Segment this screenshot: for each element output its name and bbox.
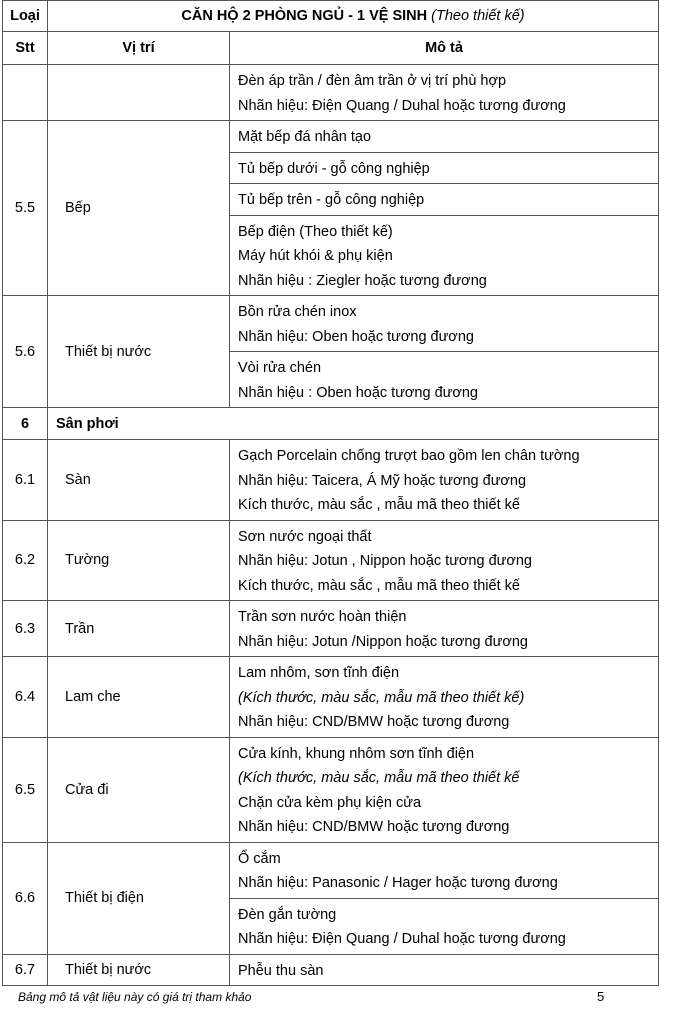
- description-line: Nhãn hiệu : Ziegler hoặc tương đương: [238, 272, 487, 289]
- description-line: Tủ bếp trên - gỗ công nghiệp: [238, 192, 425, 208]
- description-line: Cửa kính, khung nhôm sơn tĩnh điện: [238, 745, 475, 762]
- table-title-text: CĂN HỘ 2 PHÒNG NGỦ - 1 VỆ SINH: [181, 8, 428, 24]
- item-location: Thiết bị nước: [48, 954, 230, 986]
- page-number: 5: [597, 989, 605, 1004]
- description-line: Đèn gắn tường: [238, 906, 337, 923]
- item-description: [230, 601, 659, 657]
- description-header: Mô tả: [230, 32, 659, 65]
- table-row: [3, 520, 659, 601]
- table-title-row: [3, 1, 659, 32]
- item-description: [230, 121, 659, 153]
- item-location: Tường: [48, 520, 230, 601]
- description-line: Phễu thu sàn: [238, 962, 324, 979]
- item-location: Sàn: [48, 440, 230, 521]
- item-description: [230, 657, 659, 738]
- table-row: [3, 296, 659, 352]
- item-number: 6.4: [3, 657, 48, 738]
- item-location: [48, 65, 230, 121]
- item-location: Trần: [48, 601, 230, 657]
- item-number: 5.6: [3, 296, 48, 408]
- description-line: Nhãn hiệu: Panasonic / Hager hoặc tương đương: [238, 875, 558, 891]
- item-description: [230, 737, 659, 842]
- item-number: 6.7: [3, 954, 48, 986]
- description-line: (Kích thước, màu sắc, mẫu mã theo thiết kế: [238, 770, 520, 786]
- description-line: (Kích thước, màu sắc, mẫu mã theo thiết kế): [238, 689, 525, 706]
- description-line: Nhãn hiệu : Oben hoặc tương đương: [238, 384, 478, 401]
- description-line: Nhãn hiệu: CND/BMW hoặc tương đương: [238, 714, 510, 730]
- footer-note: Bảng mô tả vật liệu này có giá trị tham khảo: [18, 990, 252, 1004]
- item-description: [230, 352, 659, 408]
- section-number: 6: [3, 408, 48, 440]
- table-row: [3, 65, 659, 121]
- description-line: Mặt bếp đá nhân tạo: [238, 129, 372, 145]
- description-line: Nhãn hiệu: Jotun , Nippon hoặc tương đương: [238, 553, 532, 569]
- description-line: Máy hút khói & phụ kiện: [238, 248, 393, 264]
- description-line: Nhãn hiệu: Jotun /Nippon hoặc tương đương: [238, 633, 528, 650]
- description-line: Nhãn hiệu: Điện Quang / Duhal hoặc tương đương: [238, 97, 566, 114]
- section-row: [3, 408, 659, 440]
- materials-spec-table: [2, 0, 659, 986]
- description-line: Lam nhôm, sơn tĩnh điện: [238, 665, 400, 681]
- loai-header: Loại: [3, 1, 48, 32]
- description-line: Nhãn hiệu: Taicera, Á Mỹ hoặc tương đương: [238, 472, 527, 489]
- item-number: 5.5: [3, 121, 48, 296]
- description-line: Ổ cắm: [238, 850, 281, 867]
- description-line: Kích thước, màu sắc , mẫu mã theo thiết kế: [238, 577, 520, 594]
- description-line: Kích thước, màu sắc , mẫu mã theo thiết kế: [238, 497, 520, 513]
- description-line: Bếp điện (Theo thiết kế): [238, 223, 393, 240]
- stt-header: Stt: [3, 32, 48, 65]
- item-description: [230, 152, 659, 184]
- item-description: [230, 440, 659, 521]
- item-location: Cửa đi: [48, 737, 230, 842]
- table-title: [48, 1, 659, 32]
- item-location: Lam che: [48, 657, 230, 738]
- table-row: [3, 842, 659, 898]
- item-location: Thiết bị điện: [48, 842, 230, 954]
- description-line: Nhãn hiệu: Oben hoặc tương đương: [238, 328, 474, 345]
- description-line: Sơn nước ngoại thất: [238, 528, 372, 545]
- description-line: Nhãn hiệu: CND/BMW hoặc tương đương: [238, 819, 510, 835]
- table-row: [3, 657, 659, 738]
- description-line: Vòi rửa chén: [238, 360, 322, 376]
- item-description: [230, 842, 659, 898]
- table-title-note: (Theo thiết kế): [431, 8, 525, 24]
- item-number: 6.3: [3, 601, 48, 657]
- description-line: Chặn cửa kèm phụ kiện cửa: [238, 794, 422, 811]
- item-description: [230, 520, 659, 601]
- location-header: Vị trí: [48, 32, 230, 65]
- item-number: 6.1: [3, 440, 48, 521]
- description-line: Đèn áp trần / đèn âm trần ở vị trí phù hợp: [238, 73, 507, 89]
- item-location: Thiết bị nước: [48, 296, 230, 408]
- item-number: 6.2: [3, 520, 48, 601]
- description-line: Bồn rửa chén inox: [238, 304, 357, 320]
- item-description: [230, 65, 659, 121]
- item-description: [230, 215, 659, 296]
- item-description: [230, 184, 659, 216]
- table-row: [3, 440, 659, 521]
- section-title: Sân phơi: [48, 408, 659, 440]
- item-description: [230, 954, 659, 986]
- table-row: [3, 121, 659, 153]
- item-number: 6.6: [3, 842, 48, 954]
- item-number: [3, 65, 48, 121]
- item-description: [230, 898, 659, 954]
- item-number: 6.5: [3, 737, 48, 842]
- table-row: [3, 601, 659, 657]
- description-line: Trần sơn nước hoàn thiện: [238, 609, 407, 625]
- description-line: Tủ bếp dưới - gỗ công nghiệp: [238, 160, 430, 177]
- description-line: Gạch Porcelain chống trượt bao gồm len chân tường: [238, 448, 580, 464]
- item-description: [230, 296, 659, 352]
- column-header-row: [3, 32, 659, 65]
- description-line: Nhãn hiệu: Điện Quang / Duhal hoặc tương đương: [238, 931, 566, 947]
- table-row: [3, 737, 659, 842]
- item-location: Bếp: [48, 121, 230, 296]
- table-row: [3, 954, 659, 986]
